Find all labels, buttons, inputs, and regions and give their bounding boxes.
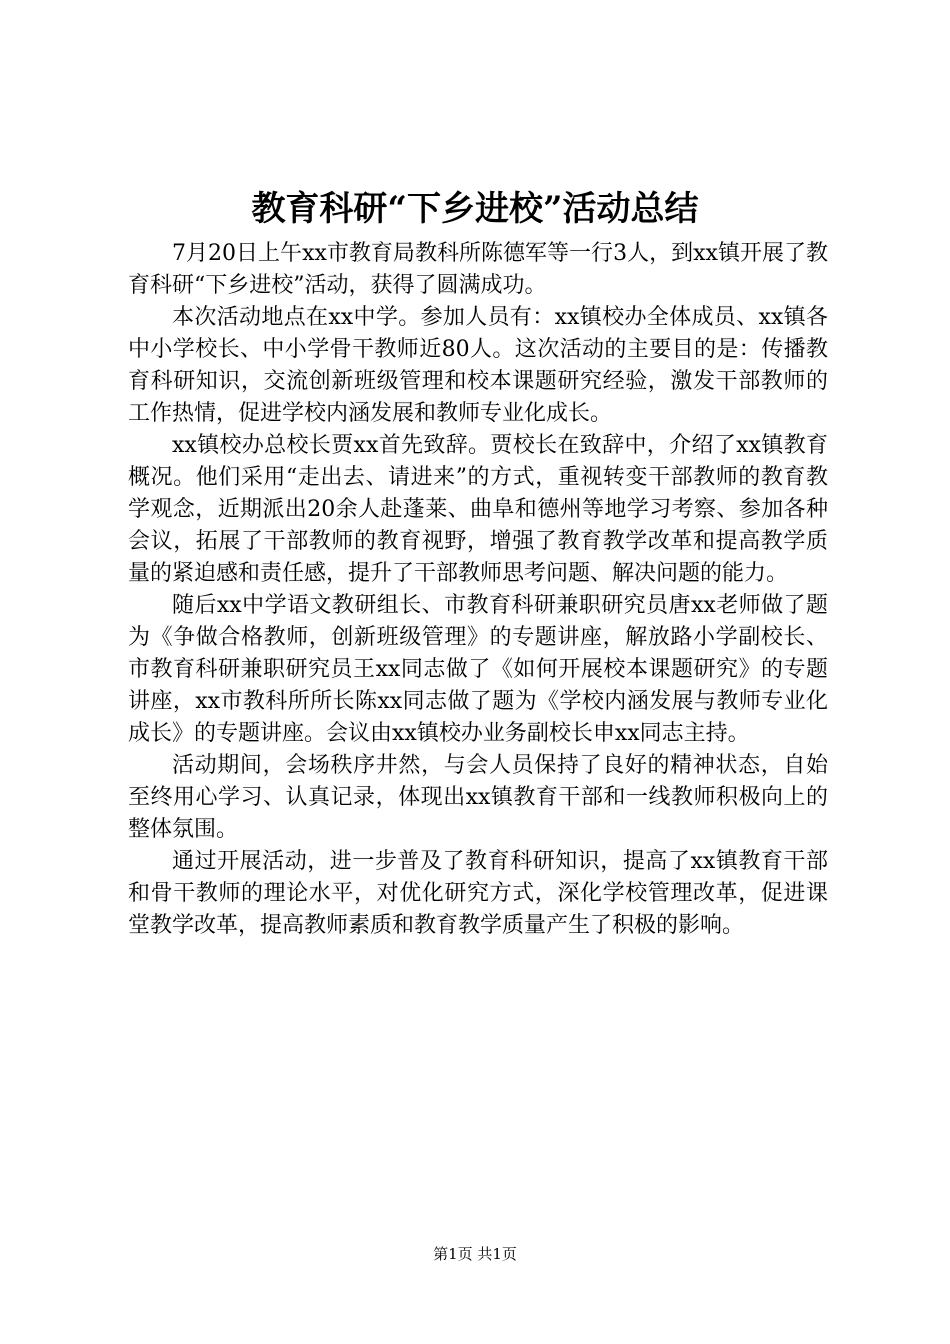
document-body [128, 238, 828, 942]
paragraph: 本次活动地点在xx中学。参加人员有：xx镇校办全体成员、xx镇各中小学校长、中小学骨干教师近80人。这次活动的主要目的是：传播教育科研知识，交流创新班级管理和校本课题研究经验，激发干部教师的工作热情，促进学校内涵发展和教师专业化成长。 [128, 305, 828, 426]
page-footer [0, 1243, 950, 1265]
paragraph: 随后xx中学语文教研组长、市教育科研兼职研究员唐xx老师做了题为《争做合格教师，创新班级管理》的专题讲座，解放路小学副校长、市教育科研兼职研究员王xx同志做了《如何开展校本课题研究》的专题讲座，xx市教科所所长陈xx同志做了题为《学校内涵发展与教师专业化成长》的专题讲座。会议由xx镇校办业务副校长申xx同志主持。 [128, 593, 828, 746]
paragraph: 7月20日上午xx市教育局教科所陈德军等一行3人，到xx镇开展了教育科研“下乡进校”活动，获得了圆满成功。 [128, 241, 828, 298]
paragraph: xx镇校办总校长贾xx首先致辞。贾校长在致辞中，介绍了xx镇教育概况。他们采用“走出去、请进来”的方式，重视转变干部教师的教育教学观念，近期派出20余人赴蓬莱、曲阜和德州等地学习考察、参加各种会议，拓展了干部教师的教育视野，增强了教育教学改革和提高教学质量的紧迫感和责任感，提升了干部教师思考问题、解决问题的能力。 [128, 433, 828, 586]
document-title: 教育科研“下乡进校”活动总结 [251, 189, 699, 229]
paragraph: 通过开展活动，进一步普及了教育科研知识，提高了xx镇教育干部和骨干教师的理论水平，对优化研究方式，深化学校管理改革，促进课堂教学改革，提高教师素质和教育教学质量产生了积极的影响。 [128, 849, 828, 938]
paragraph: 活动期间，会场秩序井然，与会人员保持了良好的精神状态，自始至终用心学习、认真记录，体现出xx镇教育干部和一线教师积极向上的整体氛围。 [128, 753, 828, 842]
page-number: 第1页 共1页 [433, 1245, 517, 1263]
